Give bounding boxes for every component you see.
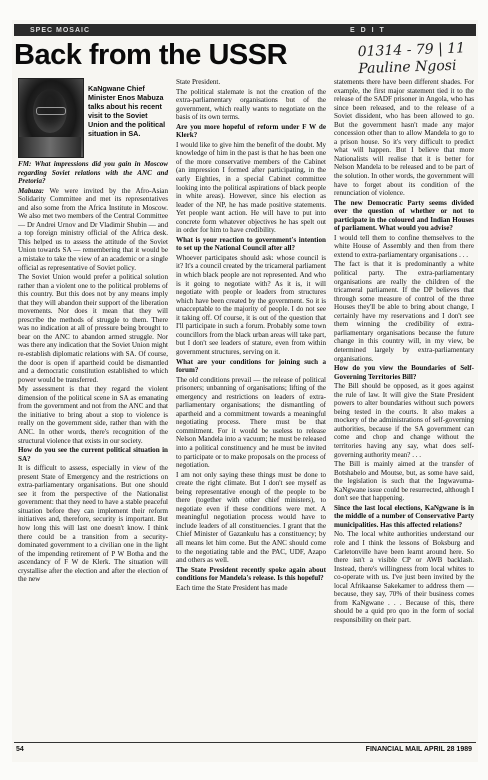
paragraph-text: FM: What impressions did you gain in Moscow regarding Soviet relations with the ANC and Pretoria?: [18, 160, 168, 186]
paragraph-text: State President.: [176, 78, 221, 86]
section-header-bar: [14, 24, 476, 36]
paragraph-text: statements there have been different shades. For example, the first major statement tied it to the release of the SADF prisoner in Angola, who has since been released, and to the release of a Soviet dissident, who has been allowed to go. But the government hasn't made any major concession other than to allow Mandela to go to a prison house. So it's very difficult to predict what will happen. But I believe that more Nationalists will realise that it is better for Nelson Mandela to be released and to be part of the solution. In other words, the government will have to forget about its condition of the renunciation of violence.: [334, 78, 474, 198]
paragraph-text: I would tell them to confine themselves to the white House of Assembly and then from there extend to extra-parliamentary organisations . . .: [334, 233, 474, 259]
portrait-shirt: [19, 137, 81, 157]
interview-question: [18, 446, 168, 463]
paragraph-text: It is difficult to assess, especially in view of the present State of Emergency and the restrictions on extra-parliamentary organisations. But one should see it from the perspective of the Nationalist government: that they need to have a stable peaceful situation before they can implement their reform initiatives and, therefore, security is important. But how long this will last one doesn't know. I think there could be a transition from a security-dominated government to a civilian one in the light of the impending retirement of P W Botha and the ascendancy of F W de Klerk. The situation will crystallise after the election and after the election of the new: [18, 464, 168, 584]
article-paragraph: [18, 464, 168, 584]
article-paragraph: [176, 471, 326, 565]
paragraph-text: How do you view the Boundaries of Self-Governing Territories Bill?: [334, 364, 474, 381]
portrait-glasses: [36, 107, 66, 115]
paragraph-text: What is your reaction to government's intention to set up the National Council after all?: [176, 235, 326, 253]
article-paragraph: [18, 385, 168, 445]
paragraph-text: What are your conditions for joining such a forum?: [176, 357, 326, 375]
article-intro: KaNgwane Chief Minister Enos Mabuza talks about his recent visit to the Soviet Union and the political situation in SA.: [88, 84, 166, 138]
interview-question: [334, 199, 474, 233]
paragraph-text: The Bill should be opposed, as it goes against the rule of law. It will give the State President powers to alter boundaries without such powers being tested in the courts. It also makes a mockery of the administrations of self-governing authorities, because if the SA government can come and chop and change without the territories having any say, what does self-governing authority mean? . . .: [334, 382, 474, 459]
article-paragraph: [176, 78, 326, 87]
interview-question: [334, 364, 474, 381]
paragraph-text: How do you see the current political situation in SA?: [18, 446, 168, 463]
paragraph-text: The new Democratic Party seems divided over the question of whether or not to participate in the coloured and Indian Houses of parliament. What would you advise?: [334, 198, 474, 233]
page-number: 54: [16, 746, 24, 753]
paragraph-text: The fact is that it is predominantly a white political party. The extra-parliamentary organisations are really the children of the tricameral parliament. If the DP believes that through some measure of control of the three Houses they'll be able to bring about change, I certainly have my reservations and I don't see them winning the credibility of extra-parliamentary organisations because the future change in this country will, in my view, be determined largely by extra-parliamentary organisations.: [334, 260, 474, 363]
paragraph-text: Since the last local elections, KaNgwane is in the middle of a number of Conservative Party municipalities. Has this affected relations?: [334, 503, 474, 529]
article-paragraph: [176, 584, 326, 593]
interview-question: [176, 358, 326, 375]
paragraph-text: The State President recently spoke again about conditions for Mandela's release. Is this hopeful?: [176, 565, 326, 583]
paragraph-text: Are you more hopeful of reform under F W de Klerk?: [176, 122, 326, 140]
article-headline: Back from the USSR: [14, 39, 288, 71]
article-paragraph: [334, 78, 474, 198]
article-column-1: [18, 160, 168, 585]
article-paragraph: [334, 234, 474, 260]
paragraph-text: We were invited by the Afro-Asian Solidarity Committee and met its representatives and also some from the Africa Institute in Moscow. We also met two members of the Central Committee — Dr Andrei Urnov and Dr Vladimir Shubin — and a top foreign ministry official of the Africa desk. This helped us to assess the attitude of the Soviet Union towards SA — remembering that it would be a mistake to take the view of an academic or a single official as representative of Soviet policy.: [18, 186, 168, 272]
article-paragraph: [176, 141, 326, 235]
paragraph-text: No. The local white authorities understand our role and I think the lessons of Boksburg and Carletonville have been learnt around here. So there isn't a visible CP or AWB backlash. Instead, there's willingness from local whites to co-operate with us. I've just been invited by the local Afrikaanse Sakekamer to address them — because, they say, 70% of their business comes from KaNgwane . . . Because of this, there should be a quid pro quo in the form of social responsibility on their part.: [334, 530, 474, 624]
page-footer: [14, 742, 476, 757]
article-column-2: [176, 78, 326, 593]
paragraph-text: The political stalemate is not the creation of the extra-parliamentary organisations but of the government, which really wants to negotiate on the basis of its own terms.: [176, 87, 326, 122]
portrait-photo-icon: [18, 78, 84, 158]
paragraph-text: I am not only saying these things must be done to create the right climate. But I don't see myself as being representative enough of the people to be there (together with other chief ministers), to negotiate even if these conditions were met. A meaningful negotiation process would have to include leaders of all constituencies. I grant that the Chief Minister of Gazankulu has a constituency; by all means let him come. But the ANC should come to the negotiating table and the PAC, UDF, Azapo and others as well.: [176, 470, 326, 565]
paragraph-text: The old conditions prevail — the release of political prisoners; unbanning of organisations; lifting of the emergency and restrictions on leaders of extra-parliamentary organisations; the dismantling of apartheid and a commitment towards a meaningful negotiating process. There must be that commitment. For it would be useless to release Nelson Mandela into a vacuum; he must be released into a political constituency and he must be invited to participate or to make proposals on the process of negotiation.: [176, 375, 326, 470]
interview-question: [176, 236, 326, 253]
article-paragraph: [18, 187, 168, 272]
section-label: SPEC MOSAIC: [30, 26, 91, 34]
paragraph-text: The Soviet Union would prefer a political solution rather than a violent one to the political problems of this country. But this does not by any means imply that they will abandon their support of the liberation movements. Nor does it mean that they will prescribe the methods of struggle to them. There was no indication at all of pressure being brought to bear on the ANC to abandon armed struggle. Nor was there any indication that the Soviet Union might re-establish diplomatic relations with SA. Of course, the door is open if apartheid could be dismantled and a democratic constitution established to which power would be transferred.: [18, 273, 168, 384]
interview-question: [176, 566, 326, 583]
paragraph-text: My assessment is that they regard the violent dimension of the political scene in SA as emanating from the government and not from the ANC and that the initiative to bring about a stop to violence is really on the government side, rather than with the ANC. In other words, there's recognition of the structural violence that exists in our society.: [18, 385, 168, 445]
paragraph-text: The Bill is mainly aimed at the transfer of Botshabelo and Moutse, but, as some have said, the legislation is such that the Ingwavuma-KaNgwane issue could be resurrected, although I don't see that happening.: [334, 460, 474, 503]
article-paragraph: [176, 254, 326, 357]
handwritten-note-line2: Pauline Ngosi: [358, 57, 457, 78]
article-paragraph: [176, 376, 326, 470]
article-paragraph: [334, 260, 474, 363]
handwritten-note: [357, 40, 478, 78]
section-label-right: E D I T: [350, 26, 386, 34]
paragraph-text: Each time the State President has made: [176, 583, 288, 592]
handwritten-note-line1: 01314 - 79 | 11: [357, 40, 466, 61]
article-paragraph: [176, 88, 326, 122]
paragraph-text: I would like to give him the benefit of the doubt. My knowledge of him in the past is that he has been one of the more conservative members of the Cabinet (an impression I formed after participating, in the early Eighties, in a special Cabinet committee looking into the political aspirations of black people in white areas). However, since his election as leader of the NP, he has made positive statements. Yet people want action. He will have to put into concrete form whatever objectives he has spelt out in order for him to have credibility.: [176, 140, 326, 235]
interview-question: [176, 123, 326, 140]
article-paragraph: [18, 273, 168, 384]
interview-question: [334, 504, 474, 530]
article-paragraph: [334, 530, 474, 624]
article-paragraph: [334, 460, 474, 503]
paragraph-text: Whoever participates should ask: whose council is it? It's a council created by the tricameral parliament in which black people are not represented. And who is it going to negotiate with? As it is, it will negotiate with people or leaders from structures which have been created by the government. So it is unacceptable to the majority of people. I do not see it taking off. Of course, it is out of the question that I'll participate in such a forum. Probably some town councillors from the black urban areas will take part, but I don't see leaders of stature, even from within government structures, serving on it.: [176, 253, 326, 356]
speaker-label: Mabuza:: [18, 186, 45, 195]
article-column-3: [334, 78, 474, 625]
interview-question: [18, 160, 168, 186]
publication-info: FINANCIAL MAIL APRIL 28 1989: [365, 746, 472, 753]
article-paragraph: [334, 382, 474, 459]
